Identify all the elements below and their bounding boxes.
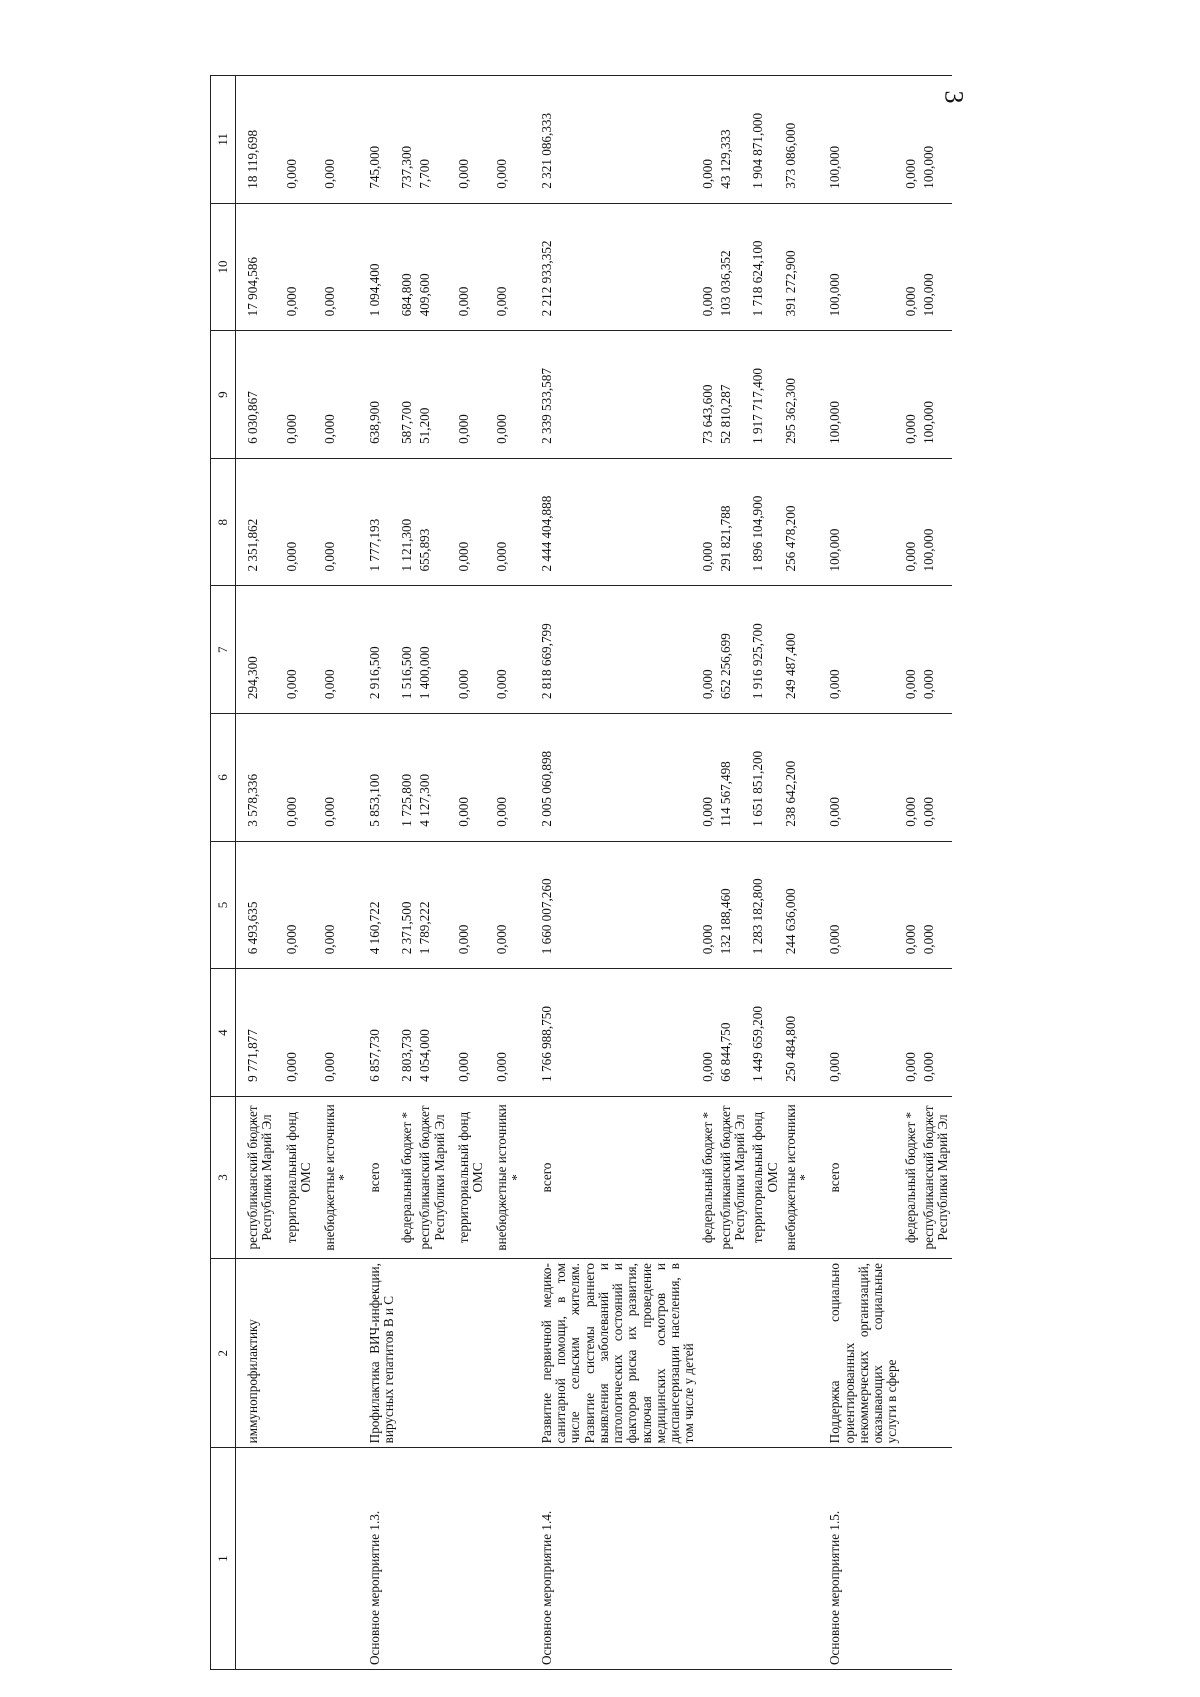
value-cell: 2 005 060,898 <box>526 714 699 842</box>
table-row <box>526 76 699 1670</box>
column-header: 3 <box>211 1096 236 1258</box>
measure-name-cell <box>749 1259 782 1448</box>
value-cell: 7,700 <box>416 76 449 204</box>
value-cell: 0,000 <box>902 76 920 204</box>
measure-name-cell <box>487 1259 526 1448</box>
value-cell: 1 777,193 <box>354 458 399 586</box>
value-cell: 0,000 <box>699 203 717 331</box>
funding-source-cell: всего <box>814 1096 901 1258</box>
measure-cell <box>449 1448 488 1670</box>
table-body <box>236 76 953 1670</box>
value-cell: 0,000 <box>315 76 354 204</box>
table-row <box>902 76 920 1670</box>
value-cell: 1 283 182,800 <box>749 841 782 969</box>
measure-name-cell: Поддержка социально ориентированных некоммерческих организаций, оказывающих социальные услуги в сфере <box>814 1259 901 1448</box>
measure-cell <box>717 1448 750 1670</box>
value-cell: 100,000 <box>920 331 953 459</box>
value-cell: 0,000 <box>277 714 316 842</box>
table-row <box>398 76 416 1670</box>
measure-cell <box>749 1448 782 1670</box>
funding-source-cell: территориальный фонд ОМС <box>749 1096 782 1258</box>
value-cell: 0,000 <box>920 586 953 714</box>
column-header: 11 <box>211 76 236 204</box>
column-header: 5 <box>211 841 236 969</box>
value-cell: 100,000 <box>814 331 901 459</box>
measure-name-cell <box>782 1259 815 1448</box>
value-cell: 73 643,600 <box>699 331 717 459</box>
measure-cell <box>782 1448 815 1670</box>
measure-cell <box>416 1448 449 1670</box>
funding-source-cell: всего <box>354 1096 399 1258</box>
value-cell: 1 917 717,400 <box>749 331 782 459</box>
value-cell: 66 844,750 <box>717 969 750 1097</box>
value-cell: 0,000 <box>814 714 901 842</box>
measure-cell <box>699 1448 717 1670</box>
value-cell: 655,893 <box>416 458 449 586</box>
measure-name-cell <box>449 1259 488 1448</box>
value-cell: 0,000 <box>277 331 316 459</box>
value-cell: 0,000 <box>277 458 316 586</box>
table-row <box>315 76 354 1670</box>
value-cell: 1 660 007,260 <box>526 841 699 969</box>
value-cell: 17 904,586 <box>236 203 277 331</box>
page-number: 3 <box>939 90 969 104</box>
value-cell: 0,000 <box>487 969 526 1097</box>
value-cell: 0,000 <box>699 76 717 204</box>
measure-name-cell <box>398 1259 416 1448</box>
column-header: 7 <box>211 586 236 714</box>
value-cell: 100,000 <box>920 203 953 331</box>
value-cell: 4 127,300 <box>416 714 449 842</box>
measure-name-cell <box>699 1259 717 1448</box>
funding-source-cell: внебюджетные источники * <box>782 1096 815 1258</box>
measure-cell: Основное мероприятие 1.3. <box>354 1448 399 1670</box>
measure-cell <box>277 1448 316 1670</box>
measure-cell <box>315 1448 354 1670</box>
value-cell: 0,000 <box>315 203 354 331</box>
value-cell: 1 094,400 <box>354 203 399 331</box>
value-cell: 100,000 <box>814 458 901 586</box>
measure-name-cell: иммунопрофилактику <box>236 1259 277 1448</box>
measure-cell <box>902 1448 920 1670</box>
value-cell: 0,000 <box>449 586 488 714</box>
value-cell: 9 771,877 <box>236 969 277 1097</box>
value-cell: 0,000 <box>487 331 526 459</box>
measure-cell <box>920 1448 953 1670</box>
value-cell: 0,000 <box>449 458 488 586</box>
value-cell: 0,000 <box>920 841 953 969</box>
value-cell: 114 567,498 <box>717 714 750 842</box>
value-cell: 1 789,222 <box>416 841 449 969</box>
value-cell: 2 803,730 <box>398 969 416 1097</box>
value-cell: 18 119,698 <box>236 76 277 204</box>
value-cell: 0,000 <box>277 203 316 331</box>
value-cell: 391 272,900 <box>782 203 815 331</box>
value-cell: 0,000 <box>902 841 920 969</box>
value-cell: 373 086,000 <box>782 76 815 204</box>
value-cell: 43 129,333 <box>717 76 750 204</box>
column-header: 9 <box>211 331 236 459</box>
value-cell: 0,000 <box>315 969 354 1097</box>
value-cell: 0,000 <box>487 458 526 586</box>
value-cell: 1 516,500 <box>398 586 416 714</box>
value-cell: 2 351,862 <box>236 458 277 586</box>
value-cell: 4 054,000 <box>416 969 449 1097</box>
funding-source-cell: республиканский бюджет Республики Марий Эл <box>920 1096 953 1258</box>
funding-source-cell: федеральный бюджет * <box>902 1096 920 1258</box>
value-cell: 2 321 086,333 <box>526 76 699 204</box>
value-cell: 587,700 <box>398 331 416 459</box>
value-cell: 1 718 624,100 <box>749 203 782 331</box>
value-cell: 0,000 <box>902 458 920 586</box>
funding-source-cell: внебюджетные источники * <box>487 1096 526 1258</box>
value-cell: 294,300 <box>236 586 277 714</box>
table-row <box>814 76 901 1670</box>
value-cell: 0,000 <box>902 969 920 1097</box>
measure-name-cell <box>416 1259 449 1448</box>
measure-cell: Основное мероприятие 1.5. <box>814 1448 901 1670</box>
value-cell: 2 916,500 <box>354 586 399 714</box>
value-cell: 0,000 <box>487 203 526 331</box>
value-cell: 100,000 <box>920 76 953 204</box>
value-cell: 0,000 <box>315 841 354 969</box>
value-cell: 132 188,460 <box>717 841 750 969</box>
funding-source-cell: территориальный фонд ОМС <box>277 1096 316 1258</box>
value-cell: 0,000 <box>449 714 488 842</box>
value-cell: 1 725,800 <box>398 714 416 842</box>
value-cell: 737,300 <box>398 76 416 204</box>
value-cell: 0,000 <box>487 714 526 842</box>
value-cell: 0,000 <box>449 841 488 969</box>
value-cell: 6 857,730 <box>354 969 399 1097</box>
table-row <box>749 76 782 1670</box>
value-cell: 295 362,300 <box>782 331 815 459</box>
value-cell: 0,000 <box>315 331 354 459</box>
table-row <box>236 76 277 1670</box>
value-cell: 0,000 <box>449 203 488 331</box>
value-cell: 0,000 <box>814 841 901 969</box>
funding-source-cell: республиканский бюджет Республики Марий Эл <box>236 1096 277 1258</box>
funding-source-cell: внебюджетные источники * <box>315 1096 354 1258</box>
measure-cell <box>487 1448 526 1670</box>
value-cell: 2 371,500 <box>398 841 416 969</box>
value-cell: 0,000 <box>315 586 354 714</box>
value-cell: 2 444 404,888 <box>526 458 699 586</box>
value-cell: 6 030,867 <box>236 331 277 459</box>
funding-source-cell: территориальный фонд ОМС <box>449 1096 488 1258</box>
table-row <box>416 76 449 1670</box>
funding-source-cell: республиканский бюджет Республики Марий Эл <box>416 1096 449 1258</box>
value-cell: 51,200 <box>416 331 449 459</box>
value-cell: 244 636,000 <box>782 841 815 969</box>
value-cell: 1 449 659,200 <box>749 969 782 1097</box>
measure-name-cell <box>902 1259 920 1448</box>
header-row <box>211 76 236 1670</box>
value-cell: 3 578,336 <box>236 714 277 842</box>
value-cell: 0,000 <box>449 76 488 204</box>
measure-name-cell <box>277 1259 316 1448</box>
value-cell: 0,000 <box>277 586 316 714</box>
value-cell: 6 493,635 <box>236 841 277 969</box>
value-cell: 0,000 <box>920 969 953 1097</box>
value-cell: 684,800 <box>398 203 416 331</box>
value-cell: 0,000 <box>699 714 717 842</box>
rotated-table-container <box>210 75 1040 1670</box>
value-cell: 0,000 <box>487 586 526 714</box>
measure-name-cell <box>920 1259 953 1448</box>
column-header: 8 <box>211 458 236 586</box>
value-cell: 0,000 <box>315 714 354 842</box>
value-cell: 250 484,800 <box>782 969 815 1097</box>
funding-source-cell: федеральный бюджет * <box>398 1096 416 1258</box>
column-header: 1 <box>211 1448 236 1670</box>
value-cell: 0,000 <box>902 203 920 331</box>
value-cell: 0,000 <box>449 969 488 1097</box>
table-row <box>354 76 399 1670</box>
value-cell: 0,000 <box>449 331 488 459</box>
table-row <box>277 76 316 1670</box>
measure-name-cell <box>315 1259 354 1448</box>
value-cell: 0,000 <box>902 331 920 459</box>
value-cell: 0,000 <box>699 586 717 714</box>
value-cell: 1 916 925,700 <box>749 586 782 714</box>
value-cell: 100,000 <box>814 76 901 204</box>
value-cell: 0,000 <box>920 714 953 842</box>
funding-source-cell: федеральный бюджет * <box>699 1096 717 1258</box>
funding-source-cell: республиканский бюджет Республики Марий Эл <box>717 1096 750 1258</box>
measure-name-cell: Развитие первичной медико-санитарной помощи, в том числе сельским жителям. Развитие системы раннего выявления заболеваний и патологических состояний и факторов риска их развития, включая проведение медицинских осмотров и диспансеризации населения, в том числе у детей <box>526 1259 699 1448</box>
measure-cell: Основное мероприятие 1.4. <box>526 1448 699 1670</box>
table-row <box>717 76 750 1670</box>
value-cell: 4 160,722 <box>354 841 399 969</box>
measure-name-cell: Профилактика ВИЧ-инфекции, вирусных гепатитов В и С <box>354 1259 399 1448</box>
column-header: 4 <box>211 969 236 1097</box>
value-cell: 1 651 851,200 <box>749 714 782 842</box>
measure-cell <box>236 1448 277 1670</box>
table-row <box>782 76 815 1670</box>
table-row <box>449 76 488 1670</box>
table-row <box>487 76 526 1670</box>
value-cell: 0,000 <box>487 841 526 969</box>
value-cell: 291 821,788 <box>717 458 750 586</box>
value-cell: 0,000 <box>699 841 717 969</box>
value-cell: 0,000 <box>814 586 901 714</box>
value-cell: 2 212 933,352 <box>526 203 699 331</box>
value-cell: 638,900 <box>354 331 399 459</box>
column-header: 10 <box>211 203 236 331</box>
value-cell: 1 400,000 <box>416 586 449 714</box>
value-cell: 0,000 <box>487 76 526 204</box>
value-cell: 100,000 <box>920 458 953 586</box>
value-cell: 100,000 <box>814 203 901 331</box>
value-cell: 2 339 533,587 <box>526 331 699 459</box>
value-cell: 0,000 <box>277 969 316 1097</box>
value-cell: 256 478,200 <box>782 458 815 586</box>
value-cell: 249 487,400 <box>782 586 815 714</box>
table-row <box>920 76 953 1670</box>
value-cell: 745,000 <box>354 76 399 204</box>
value-cell: 652 256,699 <box>717 586 750 714</box>
value-cell: 238 642,200 <box>782 714 815 842</box>
value-cell: 1 121,300 <box>398 458 416 586</box>
measure-cell <box>398 1448 416 1670</box>
value-cell: 103 036,352 <box>717 203 750 331</box>
measure-name-cell <box>717 1259 750 1448</box>
funding-table <box>210 75 952 1670</box>
value-cell: 0,000 <box>902 586 920 714</box>
value-cell: 0,000 <box>699 969 717 1097</box>
column-header: 2 <box>211 1259 236 1448</box>
value-cell: 1 896 104,900 <box>749 458 782 586</box>
column-header: 6 <box>211 714 236 842</box>
value-cell: 0,000 <box>902 714 920 842</box>
value-cell: 409,600 <box>416 203 449 331</box>
value-cell: 1 904 871,000 <box>749 76 782 204</box>
funding-source-cell: всего <box>526 1096 699 1258</box>
value-cell: 5 853,100 <box>354 714 399 842</box>
value-cell: 1 766 988,750 <box>526 969 699 1097</box>
value-cell: 0,000 <box>315 458 354 586</box>
value-cell: 0,000 <box>699 458 717 586</box>
value-cell: 2 818 669,799 <box>526 586 699 714</box>
value-cell: 0,000 <box>277 841 316 969</box>
value-cell: 0,000 <box>814 969 901 1097</box>
table-row <box>699 76 717 1670</box>
value-cell: 0,000 <box>277 76 316 204</box>
value-cell: 52 810,287 <box>717 331 750 459</box>
